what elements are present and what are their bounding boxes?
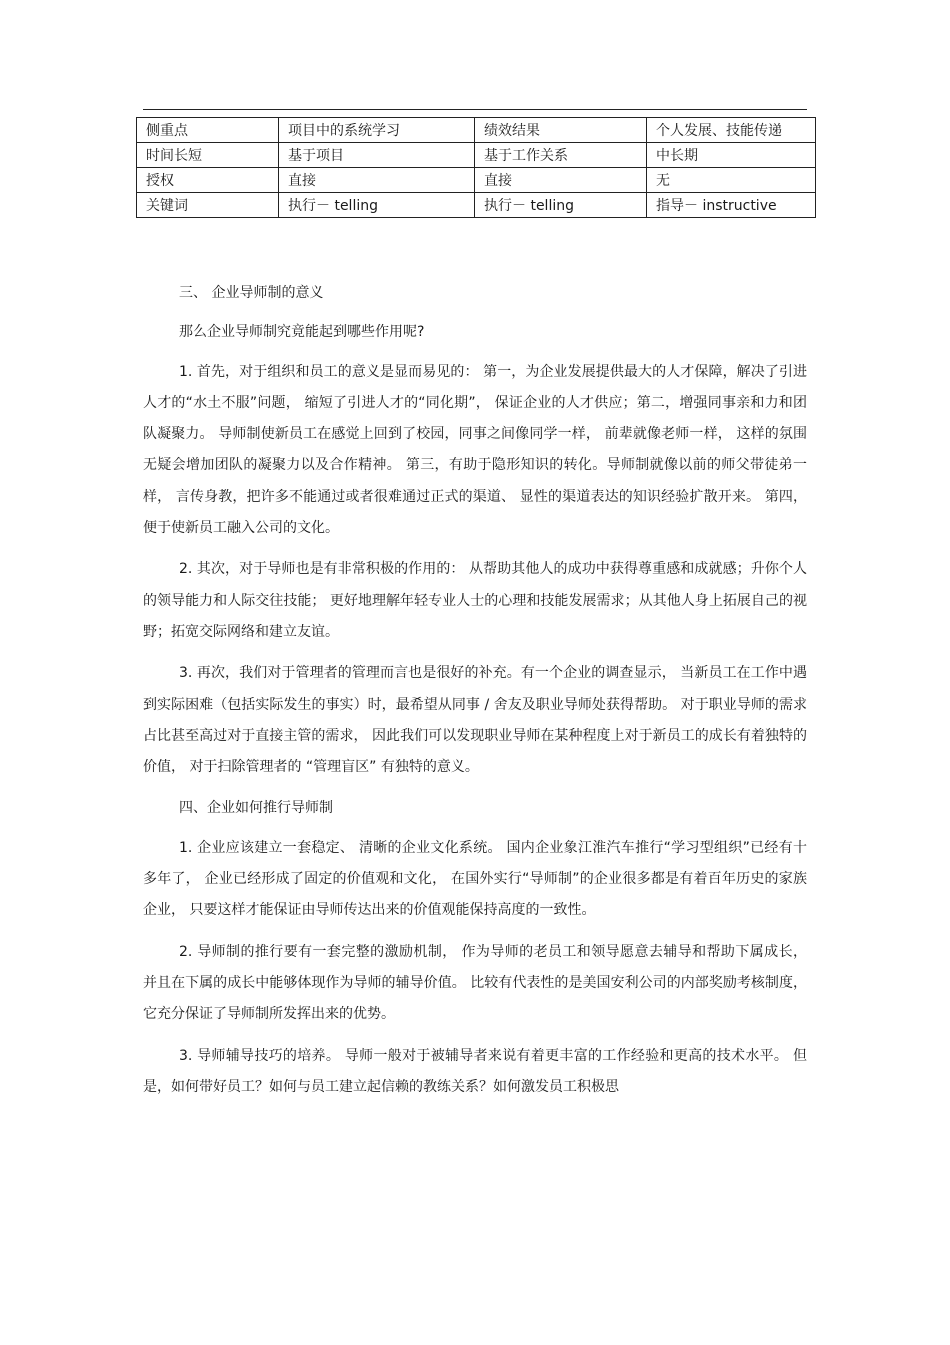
table-cell: 直接	[475, 168, 647, 193]
table-cell: 时间长短	[137, 143, 279, 168]
table-cell: 关键词	[137, 193, 279, 218]
paragraph: 1. 首先，对于组织和员工的意义是显而易见的： 第一，为企业发展提供最大的人才保障，解决了引进人才的“水土不服”问题， 缩短了引进人才的“同化期”， 保证企业的人才供应；第二，增强同事亲和力和团队凝聚力。 导师制使新员工在感觉上回到了校园，同事之间像同学一样， 前辈就像老师一样， 这样的氛围无疑会增加团队的凝聚力以及合作精神。 第三，有助于隐形知识的转化。导师制就像以前的师父带徒弟一样， 言传身教，把许多不能通过或者很难通过正式的渠道、 显性的渠道表达的知识经验扩散开来。 第四，便于使新员工融入公司的文化。	[143, 363, 807, 537]
comparison-table	[136, 117, 816, 218]
table-row	[137, 168, 816, 193]
section-heading: 四、企业如何推行导师制	[179, 800, 333, 817]
table-cell: 直接	[279, 168, 475, 193]
table-cell: 侧重点	[137, 118, 279, 143]
table-cell: 个人发展、技能传递	[647, 118, 816, 143]
section-heading: 三、 企业导师制的意义	[179, 285, 324, 301]
table-cell: 项目中的系统学习	[279, 118, 475, 143]
paragraph: 那么企业导师制究竟能起到哪些作用呢?	[179, 324, 425, 341]
body-text	[143, 278, 807, 1103]
table-cell: 基于工作关系	[475, 143, 647, 168]
header-rule	[143, 109, 807, 110]
paragraph: 1. 企业应该建立一套稳定、 清晰的企业文化系统。 国内企业象江淮汽车推行“学习型组织”已经有十多年了， 企业已经形成了固定的价值观和文化， 在国外实行“导师制”的企业很多都是有着百年历史的家族企业， 只要这样才能保证由导师传达出来的价值观能保持高度的一致性。	[143, 839, 807, 919]
table-cell: 执行－ telling	[279, 193, 475, 218]
paragraph: 3. 导师辅导技巧的培养。 导师一般对于被辅导者来说有着更丰富的工作经验和更高的技术水平。 但是，如何带好员工？如何与员工建立起信赖的教练关系？如何激发员工积极思	[143, 1047, 807, 1095]
table-row	[137, 118, 816, 143]
paragraph: 3. 再次，我们对于管理者的管理而言也是很好的补充。有一个企业的调查显示， 当新员工在工作中遇到实际困难（包括实际发生的事实）时，最希望从同事 / 舍友及职业导师处获得帮助。 对于职业导师的需求占比甚至高过对于直接主管的需求， 因此我们可以发现职业导师在某种程度上对于新员工的成长有着独特的价值， 对于扫除管理者的 “管理盲区” 有独特的意义。	[143, 665, 807, 776]
table-row	[137, 143, 816, 168]
table-cell: 执行－ telling	[475, 193, 647, 218]
table-cell: 授权	[137, 168, 279, 193]
table-cell: 无	[647, 168, 816, 193]
table-cell: 绩效结果	[475, 118, 647, 143]
paragraph: 2. 其次，对于导师也是有非常积极的作用的： 从帮助其他人的成功中获得尊重感和成就感；升你个人的领导能力和人际交往技能； 更好地理解年轻专业人士的心理和技能发展需求；从其他人身上拓展自己的视野；拓宽交际网络和建立友谊。	[143, 561, 807, 640]
table-cell: 指导－ instructive	[647, 193, 816, 218]
table-cell: 中长期	[647, 143, 816, 168]
paragraph: 2. 导师制的推行要有一套完整的激励机制， 作为导师的老员工和领导愿意去辅导和帮助下属成长， 并且在下属的成长中能够体现作为导师的辅导价值。 比较有代表性的是美国安利公司的内部奖励考核制度，它充分保证了导师制所发挥出来的优势。	[143, 943, 807, 1023]
table-cell: 基于项目	[279, 143, 475, 168]
table-row	[137, 193, 816, 218]
